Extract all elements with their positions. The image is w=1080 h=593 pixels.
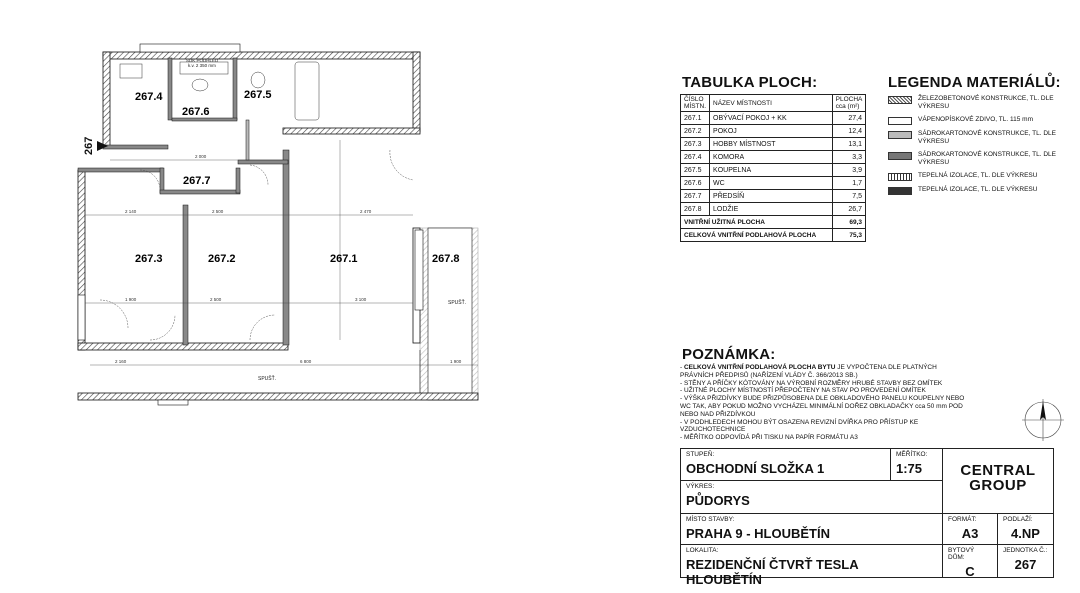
note-bullet: -	[680, 434, 684, 442]
room-name: WC	[710, 177, 833, 190]
sum-usable-value: 69,3	[832, 216, 865, 229]
legend-text: SÁDROKARTONOVÉ KONSTRUKCE, TL. DLE VÝKRESU	[918, 151, 1056, 166]
legend-swatch	[888, 152, 912, 160]
notes-title: POZNÁMKA:	[682, 346, 776, 363]
svg-text:2 160: 2 160	[115, 359, 127, 364]
svg-text:3 100: 3 100	[355, 297, 367, 302]
tb-unit-label: JEDNOTKA Č.:	[1003, 547, 1048, 554]
note-bullet: -	[680, 387, 684, 395]
tb-building-value: C	[965, 564, 975, 579]
svg-text:2 470: 2 470	[360, 209, 372, 214]
note-text: UŽITNÉ PLOCHY MÍSTNOSTÍ PŘEPOČTENY NA STAV PO PROVEDENÍ OMÍTEK	[683, 387, 926, 395]
room-area: 7,5	[832, 190, 865, 203]
tb-floor	[998, 514, 1053, 545]
tb-locality-value: REZIDENČNÍ ČTVRŤ TESLA HLOUBĚTÍN	[686, 557, 859, 587]
room-name: KOUPELNA	[710, 164, 833, 177]
legend-item	[888, 186, 1068, 195]
unit-marker-label: 267	[83, 136, 95, 155]
legend-swatch	[888, 117, 912, 125]
note-bullet: -	[680, 418, 684, 426]
room-label-267-7: 267.7	[183, 175, 211, 187]
room-area: 26,7	[832, 203, 865, 216]
legend-text: SÁDROKARTONOVÉ KONSTRUKCE, TL. DLE VÝKRESU	[918, 130, 1056, 145]
tb-place-label: MÍSTO STAVBY:	[686, 516, 735, 523]
tb-place	[681, 514, 943, 545]
legend-list	[888, 95, 1068, 200]
note-text: V PODHLEDECH MOHOU BÝT OSAZENA REVIZNÍ DVÍŘKA PRO PŘÍSTUP KE VZDUCHOTECHNICE	[680, 418, 919, 434]
legend-text: VÁPENOPÍSKOVÉ ZDIVO, TL. 115 mm	[918, 116, 1033, 123]
area-table-header	[681, 95, 866, 112]
svg-text:1 900: 1 900	[450, 359, 462, 364]
legend-text: ŽELEZOBETONOVÉ KONSTRUKCE, TL. DLE VÝKRESU	[918, 95, 1054, 110]
room-number: 267.3	[681, 138, 710, 151]
note-bold: CELKOVÁ VNITŘNÍ PODLAHOVÁ PLOCHA BYTU	[683, 364, 836, 371]
area-table-row	[681, 164, 866, 177]
header-room-area: PLOCHA cca (m²)	[832, 95, 865, 112]
legend-item	[888, 95, 1068, 111]
legend-item	[888, 151, 1068, 167]
note-item	[680, 434, 970, 442]
logo-line-1: CENTRAL	[960, 462, 1036, 479]
ceiling-note-value: k.v. 2 350 mm	[188, 63, 216, 68]
header-room-name: NÁZEV MÍSTNOSTI	[710, 95, 833, 112]
note-item	[680, 364, 970, 380]
area-table-row	[681, 151, 866, 164]
tb-format-value: A3	[961, 526, 979, 541]
tb-format	[943, 514, 998, 545]
note-bullet: -	[680, 379, 684, 387]
room-number: 267.5	[681, 164, 710, 177]
svg-text:2 000: 2 000	[195, 154, 207, 159]
legend-swatch	[888, 96, 912, 104]
legend-item	[888, 130, 1068, 146]
note-item	[680, 395, 970, 418]
room-number: 267.4	[681, 151, 710, 164]
sum-row-usable	[681, 216, 866, 229]
tb-unit-value: 267	[1014, 557, 1037, 572]
room-label-267-5: 267.5	[244, 89, 272, 101]
note-bullet: -	[680, 395, 684, 403]
room-number: 267.6	[681, 177, 710, 190]
tb-unit	[998, 545, 1053, 577]
tb-place-value: PRAHA 9 - HLOUBĚTÍN	[686, 526, 830, 541]
room-number: 267.7	[681, 190, 710, 203]
room-area: 1,7	[832, 177, 865, 190]
floor-plan	[0, 0, 500, 440]
room-label-267-3: 267.3	[135, 253, 163, 265]
tb-locality	[681, 545, 943, 587]
sum-total-label: CELKOVÁ VNITŘNÍ PODLAHOVÁ PLOCHA	[681, 229, 833, 242]
tb-stage	[681, 449, 891, 481]
room-name: OBÝVACÍ POKOJ + KK	[710, 112, 833, 125]
room-number: 267.8	[681, 203, 710, 216]
tb-drawing-value: PŮDORYS	[686, 493, 750, 508]
company-logo	[948, 463, 1048, 493]
svg-text:1 900: 1 900	[125, 297, 137, 302]
tb-scale	[891, 449, 943, 481]
tb-stage-value: OBCHODNÍ SLOŽKA 1	[686, 461, 825, 476]
tb-building-label: BYTOVÝ DŮM:	[948, 547, 975, 561]
note-item	[680, 419, 970, 435]
note-text: MĚŘÍTKO ODPOVÍDÁ PŘI TISKU NA PAPÍR FORMÁTU A3	[683, 434, 858, 442]
sum-row-total	[681, 229, 866, 242]
area-table	[680, 94, 866, 242]
room-area: 27,4	[832, 112, 865, 125]
room-area: 13,1	[832, 138, 865, 151]
room-area: 3,3	[832, 151, 865, 164]
legend-title: LEGENDA MATERIÁLŮ:	[888, 74, 1061, 91]
room-label-267-6: 267.6	[182, 106, 210, 118]
tb-floor-label: PODLAŽÍ:	[1003, 516, 1033, 523]
note-text: STĚNY A PŘÍČKY KÓTOVÁNY NA VÝROBNÍ ROZMĚRY HRUBÉ STAVBY BEZ OMÍTEK	[683, 379, 943, 387]
room-name: HOBBY MÍSTNOST	[710, 138, 833, 151]
area-table-row	[681, 203, 866, 216]
ceiling-note-label: SDK PODHLED	[186, 58, 219, 63]
north-arrow-icon	[1018, 395, 1068, 445]
note-text: VÝŠKA PŘIZDÍVKY BUDE PŘIZPŮSOBENA DLE OBKLADOVÉHO PANELU KOUPELNY NEBO WC TAK, ABY POKUD MOŽNO VYCHÁZEL MINIMÁLNÍ DOŘEZ OBKLADAČKY cca 50 mm POD NEBO NAD PŘIZDÍVKOU	[680, 395, 965, 418]
area-table-row	[681, 112, 866, 125]
svg-text:2 500: 2 500	[212, 209, 224, 214]
tb-drawing	[681, 481, 943, 514]
svg-text:2 500: 2 500	[210, 297, 222, 302]
tb-building	[943, 545, 998, 577]
note-bullet: -	[680, 364, 684, 371]
header-room-number: ČÍSLO MÍSTN.	[681, 95, 710, 112]
legend-text: TEPELNÁ IZOLACE, TL. DLE VÝKRESU	[918, 172, 1038, 179]
title-block	[680, 448, 1054, 587]
svg-text:2 140: 2 140	[125, 209, 137, 214]
room-number: 267.1	[681, 112, 710, 125]
area-table-row	[681, 190, 866, 203]
legend-item	[888, 172, 1068, 181]
room-name: PŘEDSÍŇ	[710, 190, 833, 203]
room-label-267-8: 267.8	[432, 253, 460, 265]
tb-stage-label: STUPEŇ:	[686, 451, 715, 458]
legend-swatch	[888, 187, 912, 195]
room-area: 3,9	[832, 164, 865, 177]
legend-swatch	[888, 131, 912, 139]
area-table-row	[681, 177, 866, 190]
tb-scale-label: MĚŘÍTKO:	[896, 451, 928, 458]
area-table-row	[681, 138, 866, 151]
tb-locality-label: LOKALITA:	[686, 547, 719, 554]
room-name: POKOJ	[710, 125, 833, 138]
legend-item	[888, 116, 1068, 125]
tb-scale-value: 1:75	[896, 461, 923, 476]
room-name: KOMORA	[710, 151, 833, 164]
tb-floor-value: 4.NP	[1011, 526, 1040, 541]
room-label-267-2: 267.2	[208, 253, 236, 265]
notes-list	[680, 364, 970, 442]
room-name: LODŽIE	[710, 203, 833, 216]
legend-text: TEPELNÁ IZOLACE, TL. DLE VÝKRESU	[918, 186, 1038, 193]
room-label-267-4: 267.4	[135, 91, 163, 103]
svg-text:6 800: 6 800	[300, 359, 312, 364]
legend-swatch	[888, 173, 912, 181]
drain-note-2: SPUŠŤ.	[258, 376, 277, 382]
area-table-title: TABULKA PLOCH:	[682, 74, 818, 91]
logo-line-2: GROUP	[969, 477, 1027, 494]
tb-drawing-label: VÝKRES:	[686, 483, 715, 490]
room-number: 267.2	[681, 125, 710, 138]
area-table-row	[681, 125, 866, 138]
tb-logo	[943, 449, 1053, 514]
sum-total-value: 75,3	[832, 229, 865, 242]
drain-note-1: SPUŠŤ.	[448, 300, 467, 306]
door-swings	[100, 150, 413, 340]
tb-format-label: FORMÁT:	[948, 516, 977, 523]
room-label-267-1: 267.1	[330, 253, 358, 265]
room-area: 12,4	[832, 125, 865, 138]
sum-usable-label: VNITŘNÍ UŽITNÁ PLOCHA	[681, 216, 833, 229]
note-text: JE VYPOČTENA DLE PLATNÝCH PRÁVNÍCH PŘEDPISŮ (NAŘÍZENÍ VLÁDY Č. 366/2013 SB.)	[680, 364, 937, 379]
